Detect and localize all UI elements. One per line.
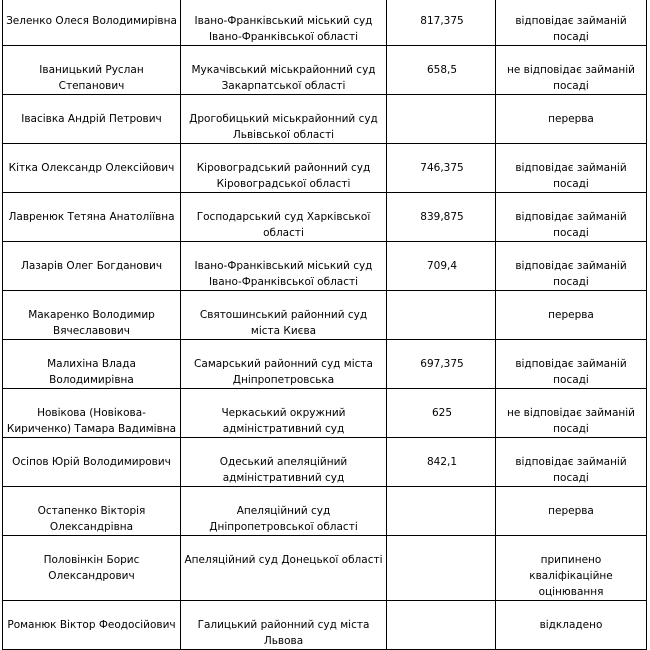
- name-cell: Івасівка Андрій Петрович: [3, 95, 181, 144]
- name-cell: Осіпов Юрій Володимирович: [3, 438, 181, 487]
- table-row: [3, 291, 647, 340]
- court-cell: Мукачівський міськрайонний суд Закарпатської області: [181, 46, 387, 95]
- result-cell: відповідає займаній посаді: [496, 438, 647, 487]
- result-cell: відповідає займаній посаді: [496, 242, 647, 291]
- table-row: [3, 536, 647, 601]
- name-cell: Малихіна Влада Володимирівна: [3, 340, 181, 389]
- court-cell: Апеляційний суд Донецької області: [181, 536, 387, 601]
- table-row: [3, 144, 647, 193]
- name-cell: Макаренко Володимир Вячеславович: [3, 291, 181, 340]
- court-cell: Івано-Франківський міський суд Івано-Франківської області: [181, 242, 387, 291]
- score-cell: 746,375: [387, 144, 496, 193]
- result-cell: припинено кваліфікаційне оцінювання: [496, 536, 647, 601]
- table-row: [3, 193, 647, 242]
- result-cell: перерва: [496, 95, 647, 144]
- court-cell: Господарський суд Харківської області: [181, 193, 387, 242]
- result-cell: відкладено: [496, 601, 647, 650]
- result-cell: перерва: [496, 487, 647, 536]
- court-cell: Кіровоградський районний суд Кіровоградської області: [181, 144, 387, 193]
- score-cell: [387, 536, 496, 601]
- score-cell: 658,5: [387, 46, 496, 95]
- table-row: [3, 438, 647, 487]
- table-row: [3, 46, 647, 95]
- table-row: [3, 340, 647, 389]
- name-cell: Романюк Віктор Феодосійович: [3, 601, 181, 650]
- table-row: [3, 242, 647, 291]
- table-row: [3, 601, 647, 650]
- score-cell: [387, 601, 496, 650]
- result-cell: відповідає займаній посаді: [496, 193, 647, 242]
- name-cell: Іваницький Руслан Степанович: [3, 46, 181, 95]
- score-cell: 697,375: [387, 340, 496, 389]
- score-cell: [387, 487, 496, 536]
- name-cell: Кітка Олександр Олексійович: [3, 144, 181, 193]
- score-cell: [387, 291, 496, 340]
- name-cell: Новікова (Новікова-Кириченко) Тамара Вадимівна: [3, 389, 181, 438]
- name-cell: Зеленко Олеся Володимирівна: [3, 0, 181, 46]
- result-cell: відповідає займаній посаді: [496, 144, 647, 193]
- court-cell: Самарський районний суд міста Дніпропетровська: [181, 340, 387, 389]
- court-cell: Дрогобицький міськрайонний суд Львівської області: [181, 95, 387, 144]
- result-cell: відповідає займаній посаді: [496, 340, 647, 389]
- score-cell: 842,1: [387, 438, 496, 487]
- court-cell: Одеський апеляційний адміністративний суд: [181, 438, 387, 487]
- name-cell: Остапенко Вікторія Олександрівна: [3, 487, 181, 536]
- results-table: [2, 0, 647, 650]
- result-cell: відповідає займаній посаді: [496, 0, 647, 46]
- court-cell: Івано-Франківський міський суд Івано-Франківської області: [181, 0, 387, 46]
- result-cell: не відповідає займаній посаді: [496, 46, 647, 95]
- score-cell: 817,375: [387, 0, 496, 46]
- score-cell: 625: [387, 389, 496, 438]
- table-row: [3, 487, 647, 536]
- table-row: [3, 95, 647, 144]
- name-cell: Лазарів Олег Богданович: [3, 242, 181, 291]
- score-cell: 709,4: [387, 242, 496, 291]
- result-cell: не відповідає займаній посаді: [496, 389, 647, 438]
- result-cell: перерва: [496, 291, 647, 340]
- score-cell: 839,875: [387, 193, 496, 242]
- court-cell: Апеляційний суд Дніпропетровської області: [181, 487, 387, 536]
- table-row: [3, 0, 647, 46]
- court-cell: Галицький районний суд міста Львова: [181, 601, 387, 650]
- court-cell: Черкаський окружний адміністративний суд: [181, 389, 387, 438]
- court-cell: Святошинський районний суд міста Києва: [181, 291, 387, 340]
- name-cell: Лавренюк Тетяна Анатоліївна: [3, 193, 181, 242]
- table-row: [3, 389, 647, 438]
- name-cell: Половінкін Борис Олександрович: [3, 536, 181, 601]
- score-cell: [387, 95, 496, 144]
